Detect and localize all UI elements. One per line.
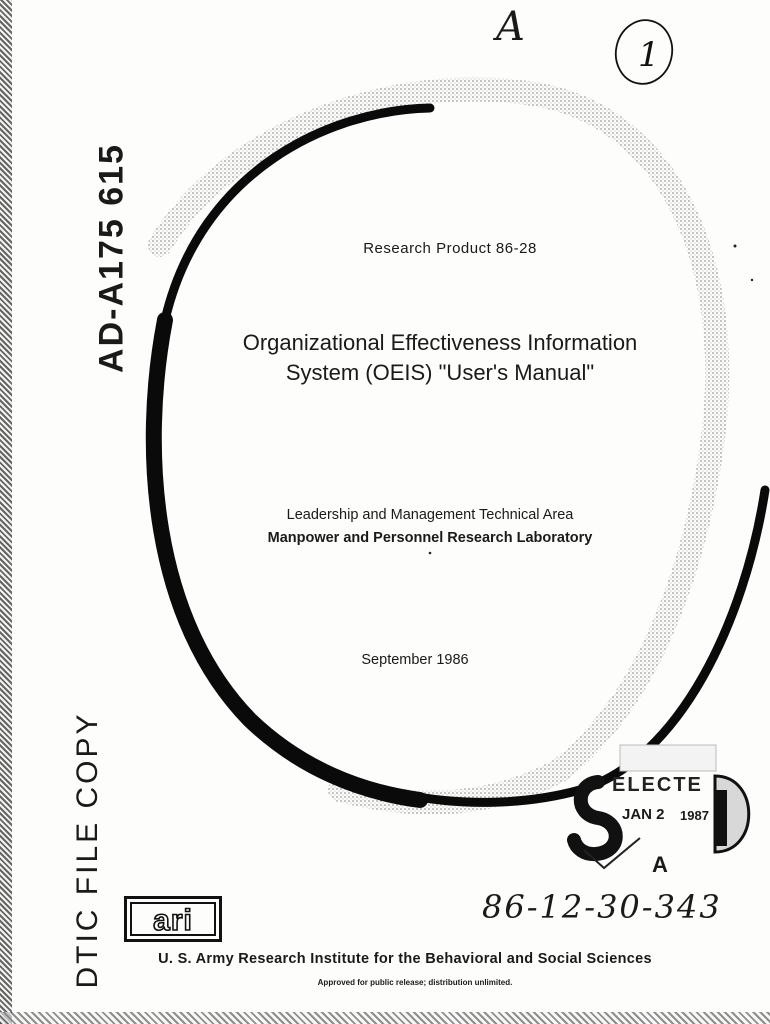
release-notice: Approved for public release; distribution unlimited.: [317, 978, 513, 987]
dtic-elected-stamp: ELECTE: [612, 774, 703, 796]
institute-name: U. S. Army Research Institute for the Behavioral and Social Sciences: [158, 951, 652, 967]
file-copy-stamp: [66, 711, 110, 989]
dtic-stamp-grade: A: [652, 852, 668, 877]
handwritten-mark-top: A: [496, 4, 525, 50]
handwritten-tracking-number: 86-12-30-343: [482, 888, 722, 926]
ari-logo-text: ari: [153, 904, 193, 937]
ari-logo: [124, 896, 222, 942]
accession-number: [80, 142, 144, 373]
accession-number-text: AD-A175 615: [92, 142, 131, 373]
dtic-stamp-date: JAN 2: [622, 806, 665, 823]
publication-date: September 1986: [361, 652, 469, 668]
file-copy-text: DTIC FILE COPY: [71, 711, 104, 989]
circled-number-text: 1: [638, 35, 660, 75]
handwritten-circled-number: [612, 14, 676, 86]
technical-area: Leadership and Management Technical Area: [286, 507, 574, 523]
report-number: Research Product 86-28: [363, 240, 537, 257]
title-line-1: Organizational Effectiveness Information: [242, 330, 638, 355]
title-line-2: System (OEIS) "User's Manual": [285, 360, 595, 385]
laboratory-name: Manpower and Personnel Research Laboratory: [267, 530, 593, 546]
dtic-stamp-year: 1987: [680, 808, 709, 823]
document-title: [200, 328, 680, 388]
